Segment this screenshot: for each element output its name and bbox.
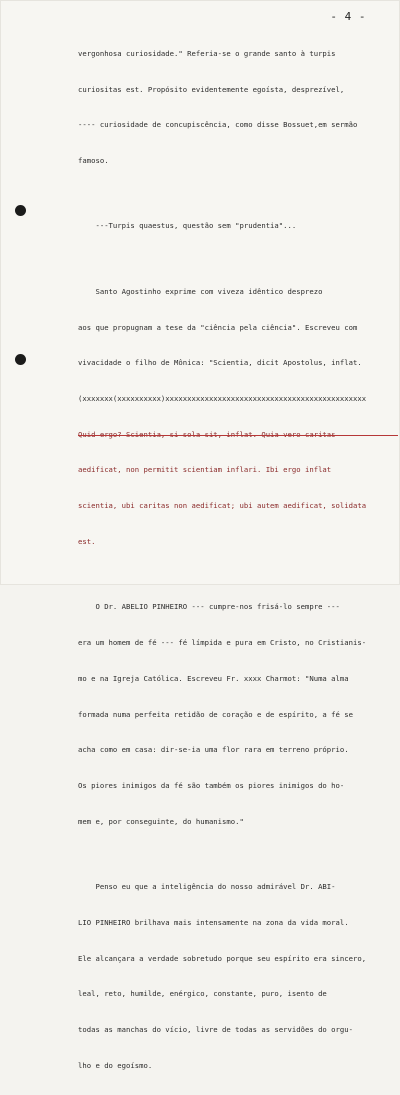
typed-text-body bbox=[78, 24, 396, 1095]
latin-quote-line: aedificat, non permitit scientiam inflari. Ibi ergo inflat bbox=[78, 465, 332, 475]
text-line: vivacidade o filho de Mônica: "Scientia, dicit Apostolus, inflat. bbox=[78, 358, 362, 368]
text-line: aos que propugnam a tese da "ciência pela ciência". Escreveu com bbox=[78, 322, 358, 332]
red-divider-rule bbox=[78, 435, 398, 436]
text-line: leal, reto, humilde, enérgico, constante, puro, isento de bbox=[78, 989, 327, 999]
latin-quote-line: scientia, ubi caritas non aedificat; ubi autem aedificat, solidata bbox=[78, 501, 367, 511]
latin-quote-line: est. bbox=[78, 536, 96, 546]
text-line: vergonhosa curiosidade." Referia-se o grande santo à turpis bbox=[78, 48, 336, 58]
text-line: Penso eu que a inteligência do nosso admirável Dr. ABI- bbox=[78, 882, 336, 892]
page-number: - 4 - bbox=[330, 10, 366, 23]
struck-line: (xxxxxxx(xxxxxxxxxx)xxxxxxxxxxxxxxxxxxxxxxxxxxxxxxxxxxxxxxxxxxxxxx bbox=[78, 394, 367, 404]
text-line: Os piores inimigos da fé são também os piores inimigos do ho- bbox=[78, 780, 345, 790]
text-line: Santo Agostinho exprime com viveza idêntico desprezo bbox=[78, 286, 323, 296]
text-line: formada numa perfeita retidão de coração e de espírito, a fé se bbox=[78, 709, 353, 719]
text-line: O Dr. ABELIO PINHEIRO --- cumpre-nos frisá-lo sempre --- bbox=[78, 602, 340, 612]
text-line: acha como em casa: dir-se-ia uma flor rara em terreno próprio. bbox=[78, 745, 349, 755]
text-line: Ele alcançara a verdade sobretudo porque seu espírito era sincero, bbox=[78, 953, 367, 963]
text-line: mo e na Igreja Católica. Escreveu Fr. xxxx Charmot: "Numa alma bbox=[78, 673, 349, 683]
text-line: ---Turpis quaestus, questão sem "prudentia"... bbox=[78, 221, 297, 231]
text-line: famoso. bbox=[78, 155, 109, 165]
punch-hole-top bbox=[15, 205, 26, 216]
punch-hole-bottom bbox=[15, 354, 26, 365]
text-line: curiositas est. Propósito evidentemente egoísta, desprezível, bbox=[78, 84, 345, 94]
text-line: todas as manchas do vício, livre de todas as servidões do orgu- bbox=[78, 1024, 353, 1034]
text-line: LIO PINHEIRO brilhava mais intensamente na zona da vida moral. bbox=[78, 917, 349, 927]
text-line: ---- curiosidade de concupiscência, como disse Bossuet,em sermão bbox=[78, 120, 358, 130]
text-line: mem e, por conseguinte, do humanismo." bbox=[78, 816, 244, 826]
text-line: lho e do egoísmo. bbox=[78, 1060, 153, 1070]
text-line: era um homem de fé --- fé límpida e pura em Cristo, no Cristianis- bbox=[78, 638, 367, 648]
latin-quote-line: Quid ergo? Scientia, si sola sit, inflat. Quia vero caritas bbox=[78, 429, 336, 439]
